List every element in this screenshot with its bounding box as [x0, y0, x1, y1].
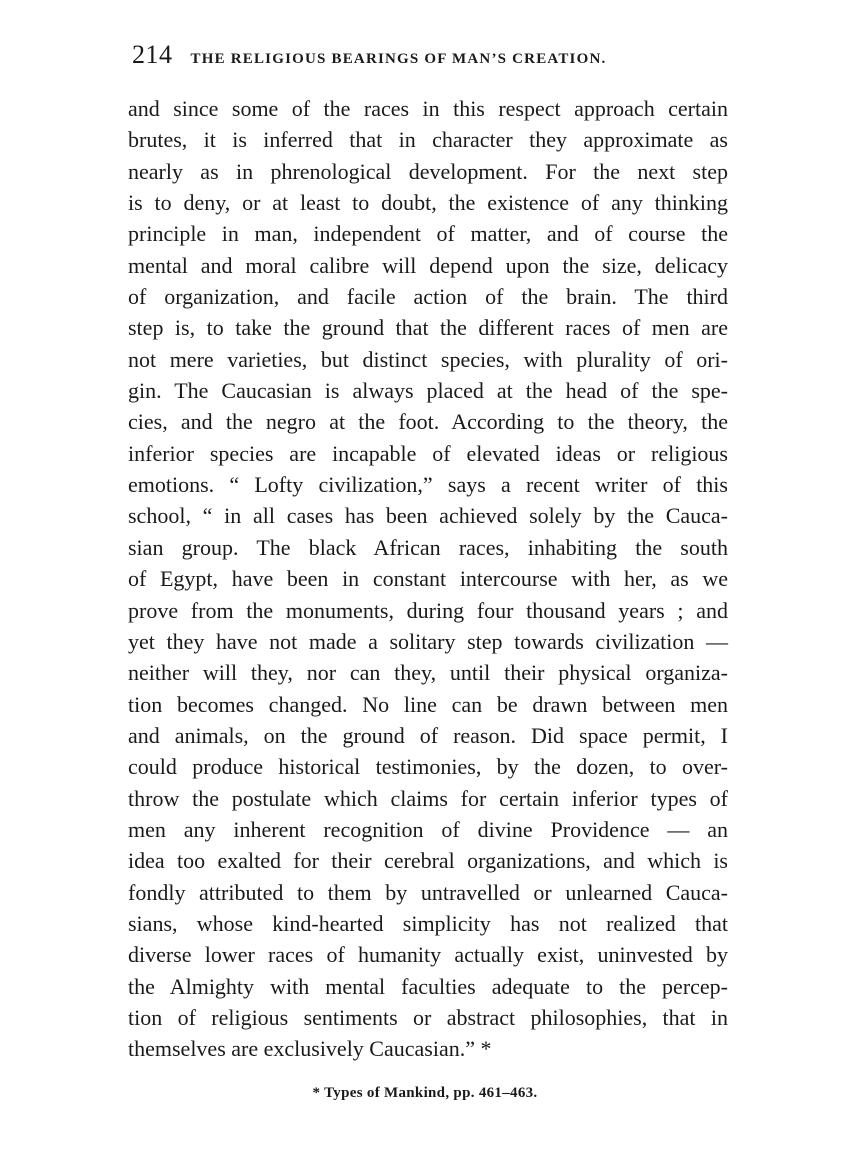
text-line: idea too exalted for their cerebral organizations, and which is: [128, 848, 728, 874]
text-line: diverse lower races of humanity actually exist, uninvested by: [128, 942, 728, 968]
text-line: gin. The Caucasian is always placed at the head of the spe-: [128, 378, 728, 404]
text-line: fondly attributed to them by untravelled or unlearned Cauca-: [128, 879, 728, 905]
text-line: not mere varieties, but distinct species, with plurality of ori-: [128, 346, 728, 372]
text-line: and since some of the races in this respect approach certain: [128, 96, 728, 121]
text-line: yet they have not made a solitary step towards civilization —: [128, 628, 728, 654]
text-line: step is, to take the ground that the different races of men are: [128, 315, 728, 341]
text-line: brutes, it is inferred that in character they approximate as: [128, 127, 728, 153]
text-line: mental and moral calibre will depend upon the size, delicacy: [128, 252, 728, 278]
text-line: prove from the monuments, during four thousand years ; and: [128, 597, 728, 623]
text-line: and animals, on the ground of reason. Did space permit, I: [128, 722, 728, 748]
text-line: tion becomes changed. No line can be drawn between men: [128, 691, 728, 717]
text-line: throw the postulate which claims for certain inferior types of: [128, 785, 728, 811]
text-line: themselves are exclusively Caucasian.” *: [128, 1036, 492, 1062]
text-line: sians, whose kind-hearted simplicity has not realized that: [128, 910, 728, 936]
text-line: sian group. The black African races, inhabiting the south: [128, 534, 728, 560]
body-text: [128, 93, 728, 1065]
text-line: is to deny, or at least to doubt, the existence of any thinking: [128, 190, 728, 216]
running-head: [132, 40, 732, 70]
text-line: of Egypt, have been in constant intercourse with her, as we: [128, 566, 728, 592]
text-line: men any inherent recognition of divine Providence — an: [128, 816, 728, 842]
text-line: nearly as in phrenological development. For the next step: [128, 158, 728, 184]
text-line: cies, and the negro at the foot. According to the theory, the: [128, 409, 728, 435]
text-line: neither will they, nor can they, until their physical organiza-: [128, 660, 728, 686]
running-title: THE RELIGIOUS BEARINGS OF MAN’S CREATION.: [190, 51, 607, 67]
text-line: inferior species are incapable of elevated ideas or religious: [128, 440, 728, 466]
text-line: could produce historical testimonies, by the dozen, to over-: [128, 754, 728, 780]
text-line: of organization, and facile action of the brain. The third: [128, 284, 728, 310]
text-line: the Almighty with mental faculties adequate to the percep-: [128, 973, 728, 999]
text-line: tion of religious sentiments or abstract philosophies, that in: [128, 1004, 728, 1030]
text-line: school, “ in all cases has been achieved solely by the Cauca-: [128, 503, 728, 529]
text-line: emotions. “ Lofty civilization,” says a recent writer of this: [128, 472, 728, 498]
page-number: 214: [132, 40, 173, 69]
footnote: * Types of Mankind, pp. 461–463.: [312, 1085, 538, 1101]
text-line: principle in man, independent of matter, and of course the: [128, 221, 728, 247]
